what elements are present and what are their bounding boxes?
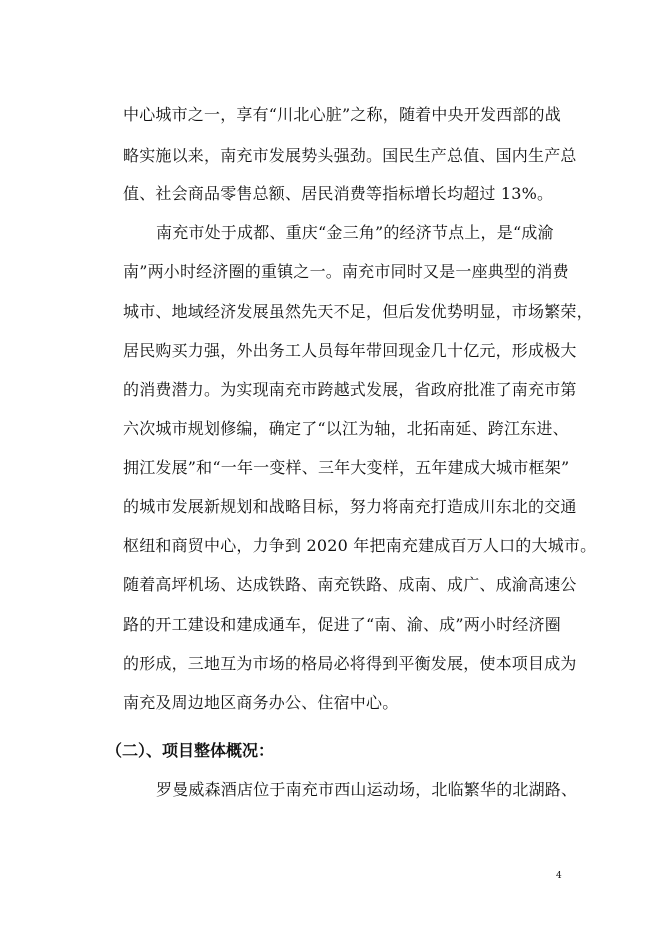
paragraph-2-line-8: 的城市发展新规划和战略目标，努力将南充打造成川东北的交通 xyxy=(123,497,577,516)
paragraph-2-line-5: 的消费潜力。为实现南充市跨越式发展，省政府批准了南充市第 xyxy=(123,380,577,399)
paragraph-1-line-1: 中心城市之一，享有“川北心脏”之称，随着中央开发西部的战 xyxy=(123,105,561,124)
paragraph-2-line-9: 枢纽和商贸中心，力争到 2020 年把南充建成百万人口的大城市。 xyxy=(123,536,597,555)
paragraph-2-line-4: 居民购买力强，外出务工人员每年带回现金几十亿元，形成极大 xyxy=(123,341,577,360)
paragraph-2-line-7: 拥江发展”和“一年一变样、三年大变样，五年建成大城市框架” xyxy=(123,458,570,477)
section-heading: （二）、项目整体概况： xyxy=(106,741,275,760)
paragraph-2-line-3: 城市、地域经济发展虽然先天不足，但后发优势明显，市场繁荣， xyxy=(123,302,593,321)
paragraph-2-line-1: 南充市处于成都、重庆“金三角”的经济节点上，是“成渝 xyxy=(156,223,554,242)
paragraph-2-line-13: 南充及周边地区商务办公、住宿中心。 xyxy=(123,693,399,712)
paragraph-3-line-1: 罗曼威森酒店位于南充市西山运动场，北临繁华的北湖路、 xyxy=(156,780,578,799)
paragraph-2-line-2: 南”两小时经济圈的重镇之一。南充市同时又是一座典型的消费 xyxy=(123,262,569,281)
paragraph-2-line-6: 六次城市规划修编，确定了“以江为轴，北拓南延、跨江东进、 xyxy=(123,419,569,438)
page-number: 4 xyxy=(556,871,562,881)
paragraph-2-line-11: 路的开工建设和建成通车，促进了“南、渝、成”两小时经济圈 xyxy=(123,615,561,634)
paragraph-1-line-3: 值、社会商品零售总额、居民消费等指标增长均超过 13%。 xyxy=(123,184,554,203)
paragraph-2-line-12: 的形成，三地互为市场的格局必将得到平衡发展，使本项目成为 xyxy=(123,654,577,673)
paragraph-2-line-10: 随着高坪机场、达成铁路、南充铁路、成南、成广、成渝高速公 xyxy=(123,575,577,594)
paragraph-1-line-2: 略实施以来，南充市发展势头强劲。国民生产总值、国内生产总 xyxy=(123,146,577,165)
